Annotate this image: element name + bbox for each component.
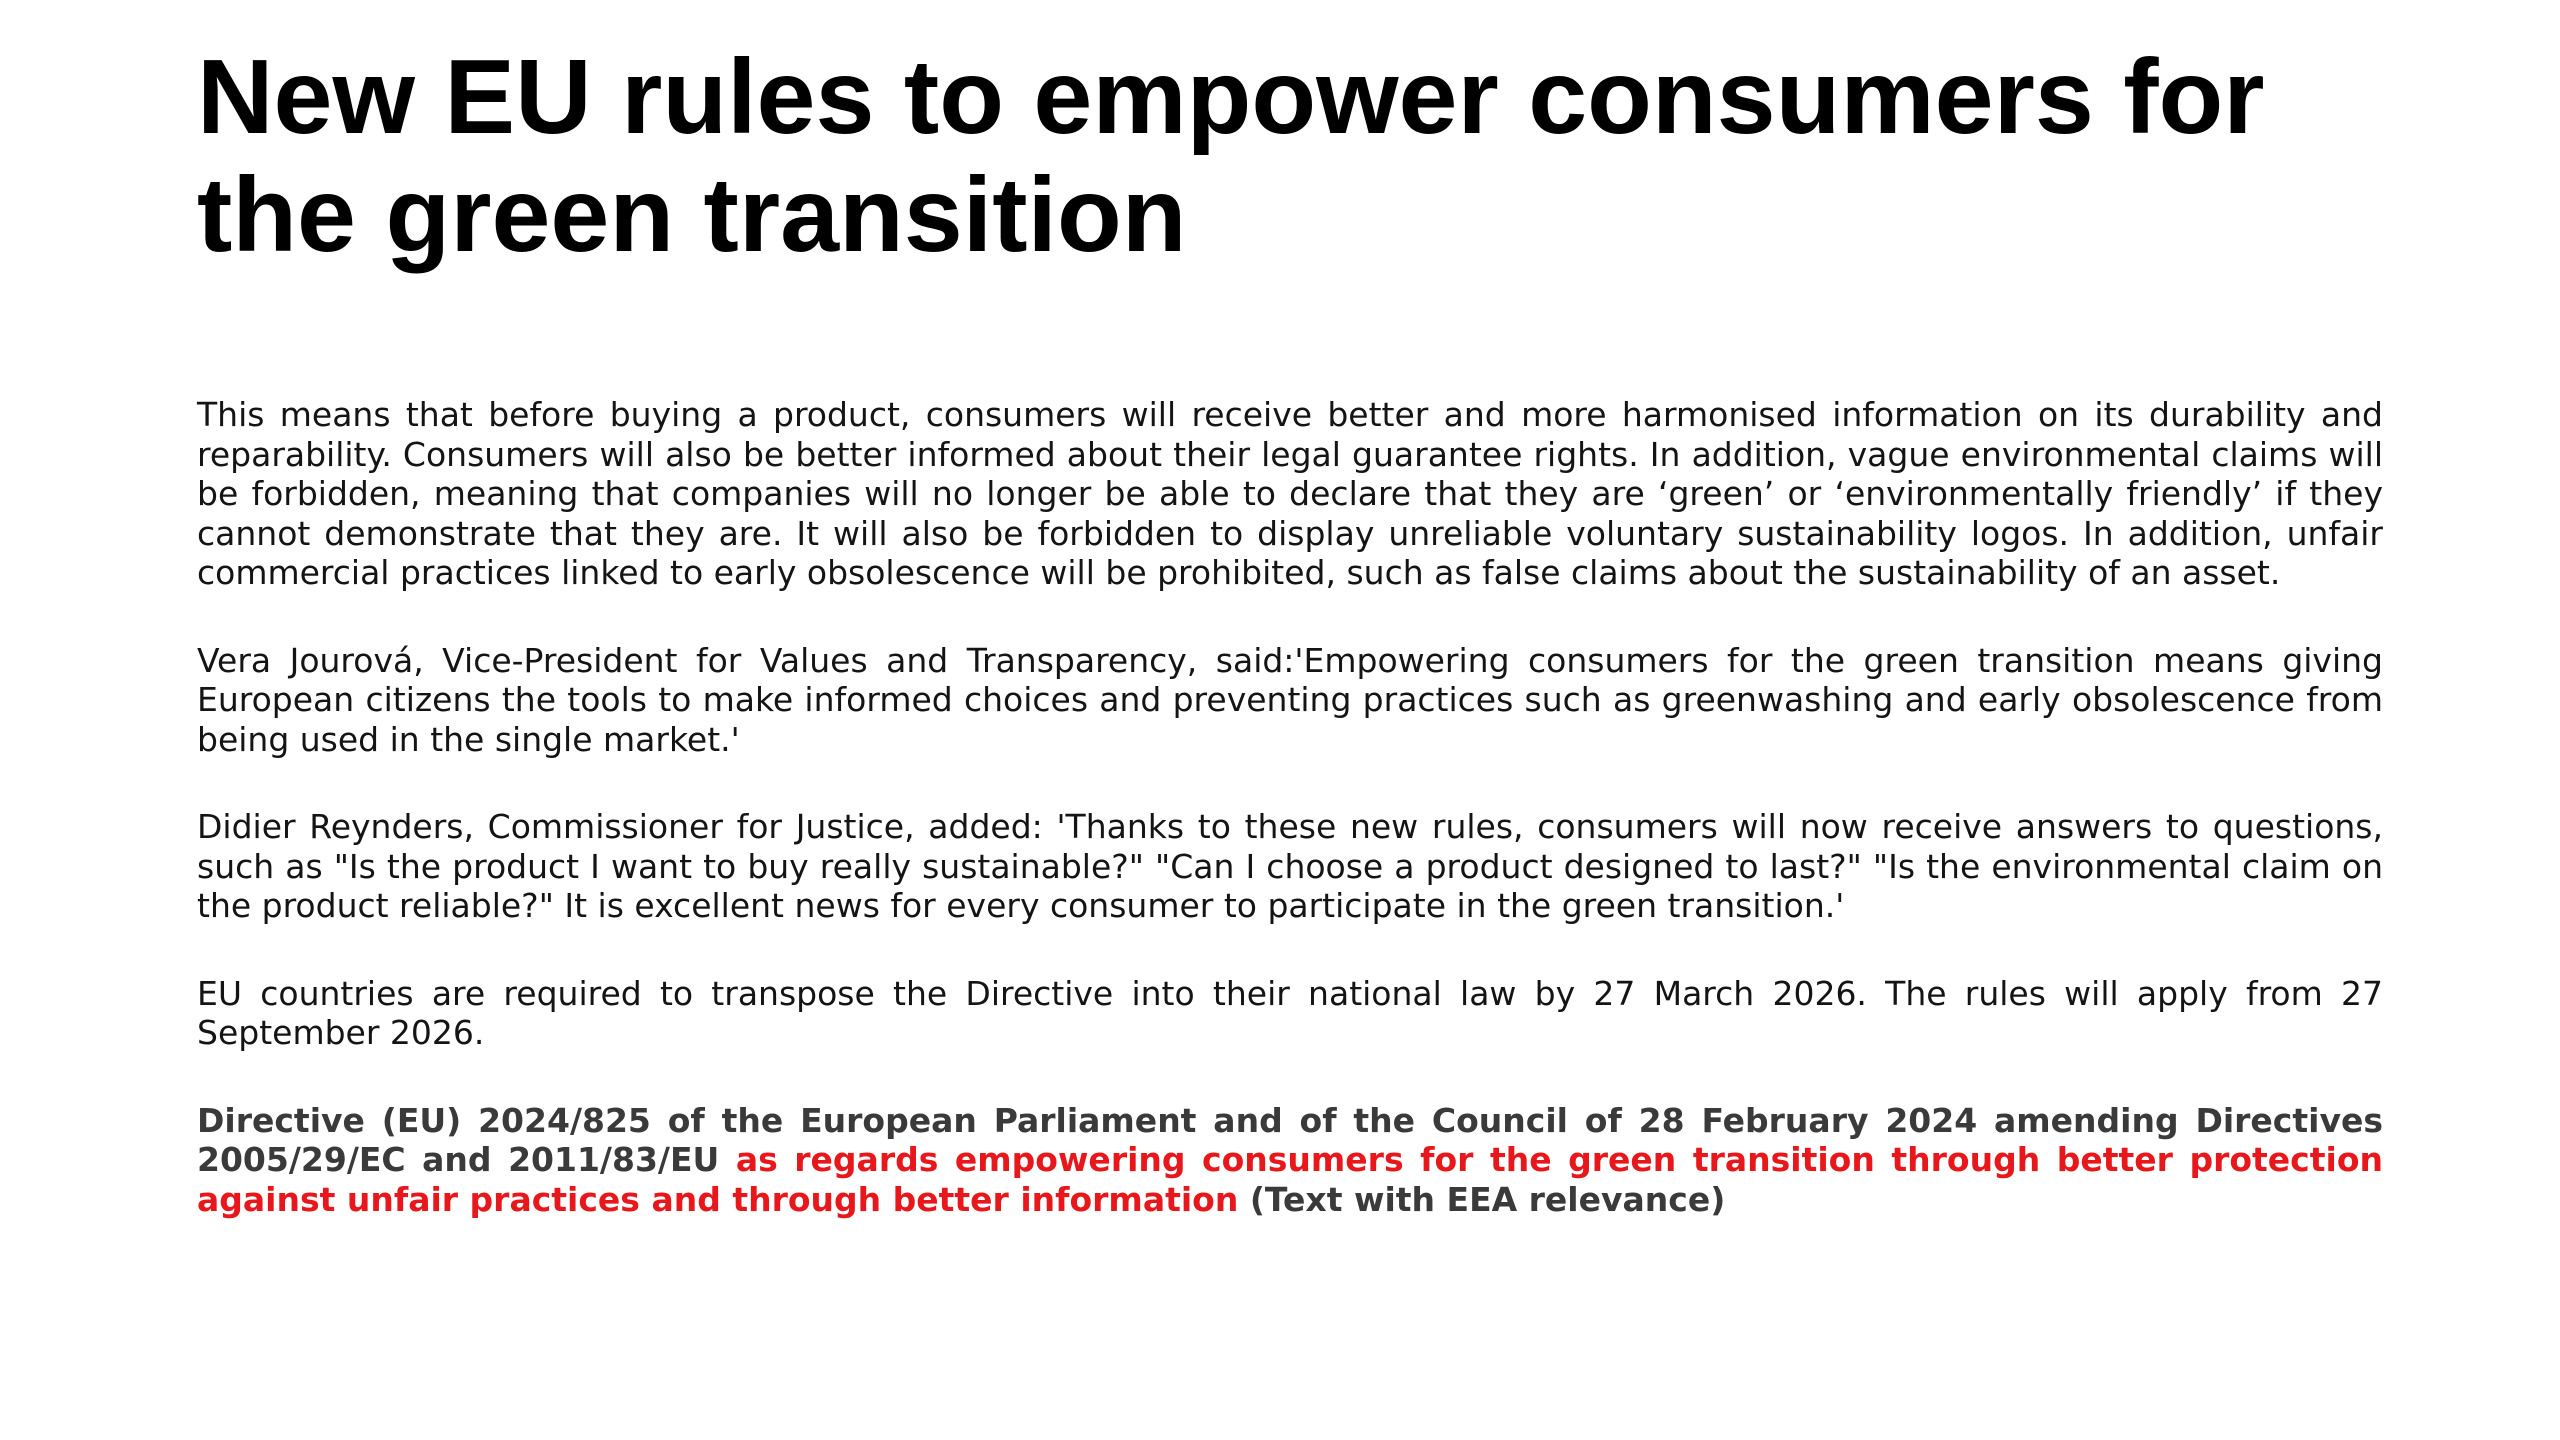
slide-body <box>197 395 2383 1219</box>
directive-reference-suffix: (Text with EEA relevance) <box>1238 1179 1726 1219</box>
paragraph-reynders-quote: Didier Reynders, Commissioner for Justice, added: 'Thanks to these new rules, consumers will now receive answers to questions, such as "Is the product I want to buy really sustainable?" "Can I choose a product designed to last?" "Is the environmental claim on the product reliable?" It is excellent news for every consumer to participate in the green transition.' <box>197 807 2383 925</box>
paragraph-jourova-quote: Vera Jourová, Vice-President for Values and Transparency, said:'Empowering consumers for the green transition means giving European citizens the tools to make informed choices and preventing practices such as greenwashing and early obsolescence from being used in the single market.' <box>197 640 2383 759</box>
directive-reference <box>197 1101 2383 1220</box>
directive-reference-prefix: Directive (EU) 2024/825 of the European Parliament and of the Council of 28 February 2024 amending Directives 2005/29/EC and 2011/83/EU <box>197 1100 2383 1179</box>
directive-reference-highlight: as regards empowering consumers for the green transition through better protection against unfair practices and through better information <box>197 1140 2383 1219</box>
paragraph-transposition-dates: EU countries are required to transpose the Directive into their national law by 27 March 2026. The rules will apply from 27 September 2026. <box>197 973 2383 1052</box>
slide-title: New EU rules to empower consumers for the green transition <box>197 38 2265 274</box>
paragraph-durability-info: This means that before buying a product, consumers will receive better and more harmonised information on its durability and reparability. Consumers will also be better informed about their legal guarantee rights. In addition, vague environmental claims will be forbidden, meaning that companies will no longer be able to declare that they are ‘green’ or ‘environmentally friendly’ if they cannot demonstrate that they are. It will also be forbidden to display unreliable voluntary sustainability logos. In addition, unfair commercial practices linked to early obsolescence will be prohibited, such as false claims about the sustainability of an asset. <box>197 395 2383 592</box>
